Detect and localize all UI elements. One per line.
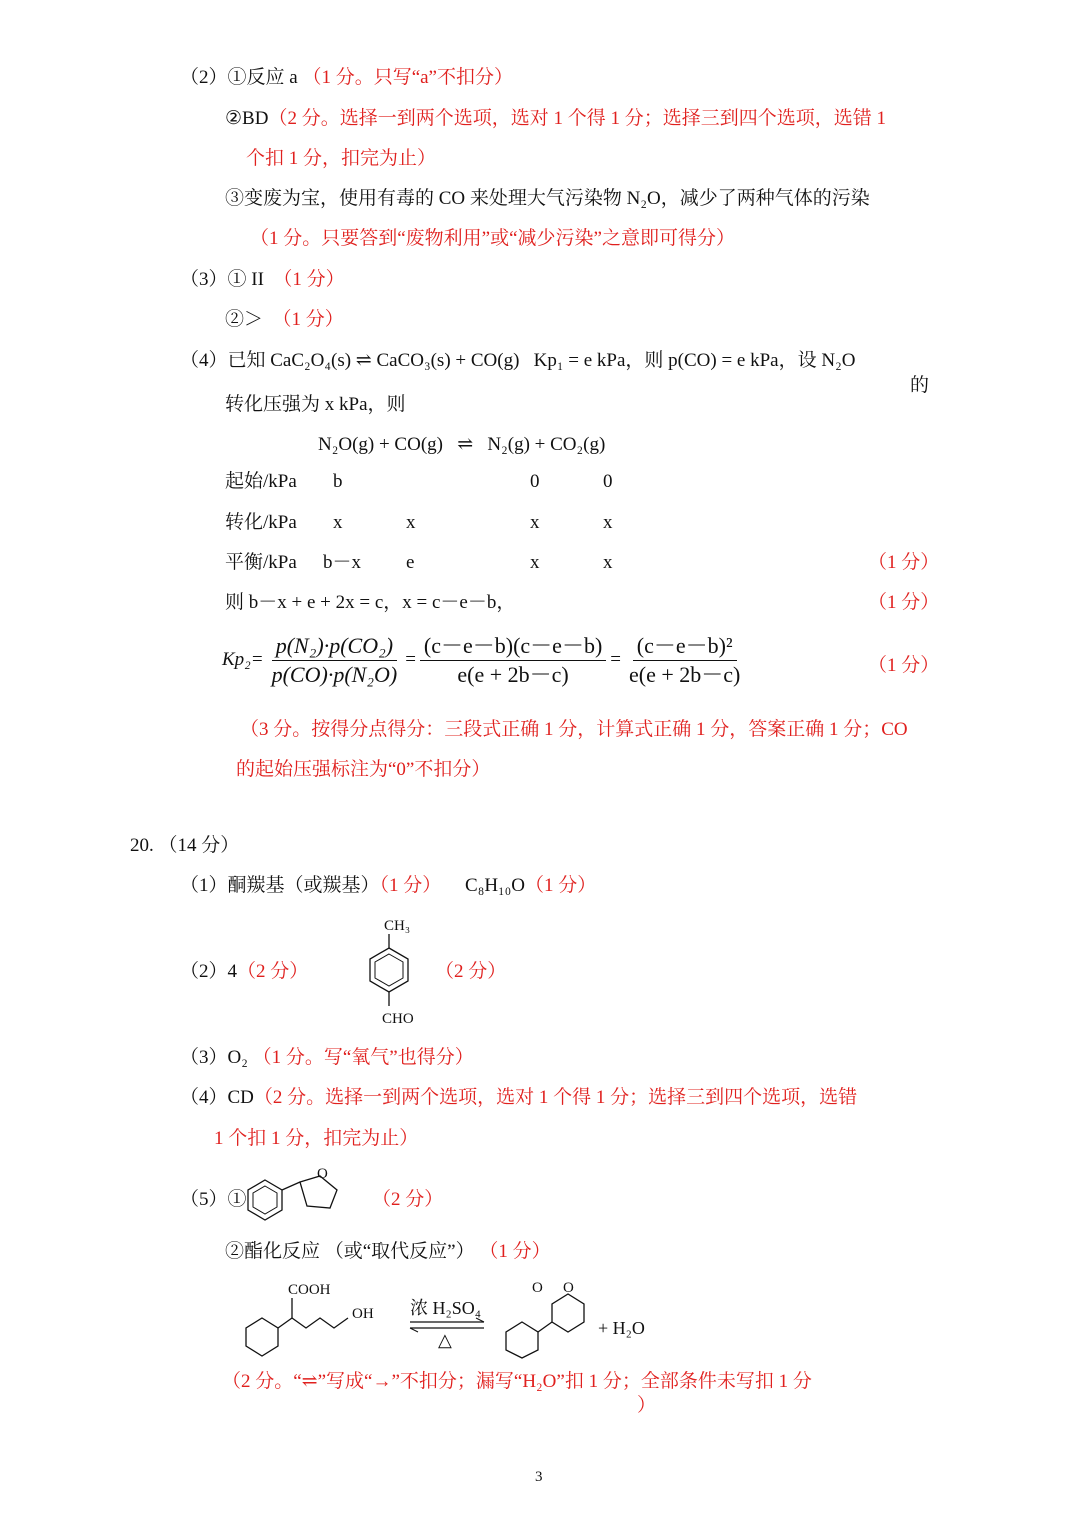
- answer: ②BD: [225, 108, 269, 129]
- score-note: （2 分）: [237, 961, 309, 982]
- numerator: p(N₂)·p(CO₂): [272, 632, 397, 661]
- score-note: （1 分）: [868, 552, 940, 573]
- answer: （4）CD: [180, 1087, 254, 1108]
- answer: （1）酮羰基（或羰基）: [180, 875, 380, 896]
- eq-right: N₂(g) + CO₂(g): [487, 434, 606, 455]
- cell: x: [406, 512, 416, 533]
- score-note: （2 分）: [435, 961, 507, 982]
- solve-line: 则 b－x + e + 2x = c，x = c－e－b，: [225, 592, 516, 613]
- cell: e: [406, 552, 415, 573]
- score-note: 个扣 1 分，扣完为止）: [246, 148, 437, 169]
- answer: （2）4: [180, 961, 238, 982]
- score-note: （2 分。“⇌”写成“→”不扣分；漏写“H₂O”扣 1 分；全部条件未写扣 1 分: [222, 1371, 812, 1392]
- equation: [318, 433, 605, 457]
- numerator: (c－e－b)(c－e－b): [420, 632, 606, 661]
- fraction: [268, 632, 402, 689]
- cho-label: CHO: [382, 1011, 414, 1027]
- score-note: （3 分。按得分点得分：三段式正确 1 分，计算式正确 1 分，答案正确 1 分；CO: [240, 719, 908, 740]
- esterification-scheme: [240, 1278, 680, 1358]
- score-note: （1 分）: [273, 269, 345, 290]
- fraction: [420, 632, 606, 689]
- q20-5-1: （5）①: [180, 1189, 247, 1210]
- cell: x: [530, 552, 540, 573]
- eq-left: N₂O(g) + CO(g): [318, 434, 443, 455]
- score-note: （1 分）: [272, 309, 344, 330]
- answer: ②＞: [225, 309, 264, 330]
- fraction: [625, 632, 744, 689]
- score-note: （1 分。只写“a”不扣分）: [302, 67, 513, 88]
- score-note: 的起始压强标注为“0”不扣分）: [236, 759, 491, 780]
- q19-4-given: [180, 349, 855, 373]
- q19-3-2: [225, 308, 344, 332]
- answer: ②酯化反应 （或“取代反应”）: [225, 1241, 475, 1262]
- answer: （3）O₂: [180, 1047, 248, 1068]
- score-note: （1 分。写“氧气”也得分）: [252, 1047, 474, 1068]
- score-note: ）: [637, 1395, 657, 1416]
- reaction-conditions: 浓 H₂SO₄: [410, 1298, 482, 1318]
- cell: 0: [603, 471, 613, 492]
- products: CaCO₃(s) + CO(g): [376, 350, 520, 371]
- q19-2-1: [180, 66, 513, 90]
- page-number: 3: [535, 1469, 543, 1485]
- cell: 0: [530, 471, 540, 492]
- score-note: （1 分）: [868, 592, 940, 613]
- answer: （2）①反应 a: [180, 67, 298, 88]
- question-heading: 20. （14 分）: [130, 835, 240, 856]
- denominator: e(e + 2b－c): [457, 662, 569, 687]
- formula: C₈H₁₀O: [465, 875, 526, 896]
- q20-5-2: [225, 1240, 551, 1264]
- cell: x: [603, 512, 613, 533]
- q20-2: [180, 960, 308, 984]
- score-note: （2 分。选择一到两个选项，选对 1 个得 1 分；选择三到四个选项，选错: [253, 1087, 858, 1108]
- reactant: （4）已知 CaC₂O₄(s): [180, 350, 352, 371]
- phenyl-thf-structure: [245, 1162, 345, 1222]
- denominator: e(e + 2b－c): [629, 662, 741, 687]
- cell: x: [333, 512, 343, 533]
- q20-1: [180, 874, 596, 898]
- cooh-label: COOH: [288, 1282, 331, 1298]
- ch3-label: CH₃: [384, 918, 411, 934]
- text: 的: [910, 375, 930, 396]
- cell: x: [530, 512, 540, 533]
- answer: （3）① II: [180, 269, 264, 290]
- score-note: （1 分）: [868, 655, 940, 676]
- score-note: 1 个扣 1 分，扣完为止）: [214, 1128, 419, 1149]
- kp-given: Kp₁ = e kPa，则 p(CO) = e kPa，设 N₂O: [533, 350, 856, 371]
- score-note: （1 分。只要答到“废物利用”或“减少污染”之意即可得分）: [250, 228, 735, 249]
- q20-4: [180, 1086, 857, 1110]
- score-note: （2 分。选择一到两个选项，选对 1 个得 1 分；选择三到四个选项，选错 1: [268, 108, 886, 129]
- score-note: （1 分）: [479, 1241, 551, 1262]
- q20-3: [180, 1046, 474, 1070]
- oxygen-label: O: [317, 1166, 328, 1182]
- kp-label: Kp₂=: [222, 648, 264, 670]
- text: 转化压强为 x kPa，则: [225, 394, 406, 415]
- score-note: （2 分）: [372, 1189, 444, 1210]
- cell: b－x: [323, 552, 362, 573]
- score-note: （1 分）: [379, 875, 442, 896]
- ring-o-label: O: [563, 1280, 574, 1296]
- equilibrium-arrow-icon: ⇌: [355, 350, 372, 371]
- denominator: p(CO)·p(N₂O): [271, 662, 398, 687]
- row-label: 平衡/kPa: [225, 552, 297, 573]
- q19-3-1: [180, 268, 345, 292]
- row-label: 起始/kPa: [225, 471, 297, 492]
- oh-label: OH: [352, 1306, 374, 1322]
- heat-symbol: △: [438, 1330, 452, 1350]
- p-tolualdehyde-structure: [360, 910, 420, 1030]
- score-note: （1 分）: [525, 875, 597, 896]
- water: + H₂O: [598, 1318, 645, 1338]
- q19-2-2: [225, 107, 886, 131]
- cell: b: [333, 471, 343, 492]
- carbonyl-o-label: O: [532, 1280, 543, 1296]
- equilibrium-arrow-icon: ⇌: [457, 434, 474, 455]
- numerator: (c－e－b)²: [633, 632, 737, 661]
- kp2-formula: Kp₂= $\frac{\text{p(N₂)·p(CO₂)}}{\text{p(CO)·p(N₂O)}}$ = $\frac{(c-e-b)(c-e-b)}{e(e + 2b-c)}$ = $\frac{\text{(c－e－b)²}}{e(e + 2b-c)}$: [222, 632, 748, 689]
- q19-2-3: ③变废为宝，使用有毒的 CO 来处理大气污染物 N₂O，减少了两种气体的污染: [225, 188, 870, 209]
- row-label: 转化/kPa: [225, 512, 297, 533]
- cell: x: [603, 552, 613, 573]
